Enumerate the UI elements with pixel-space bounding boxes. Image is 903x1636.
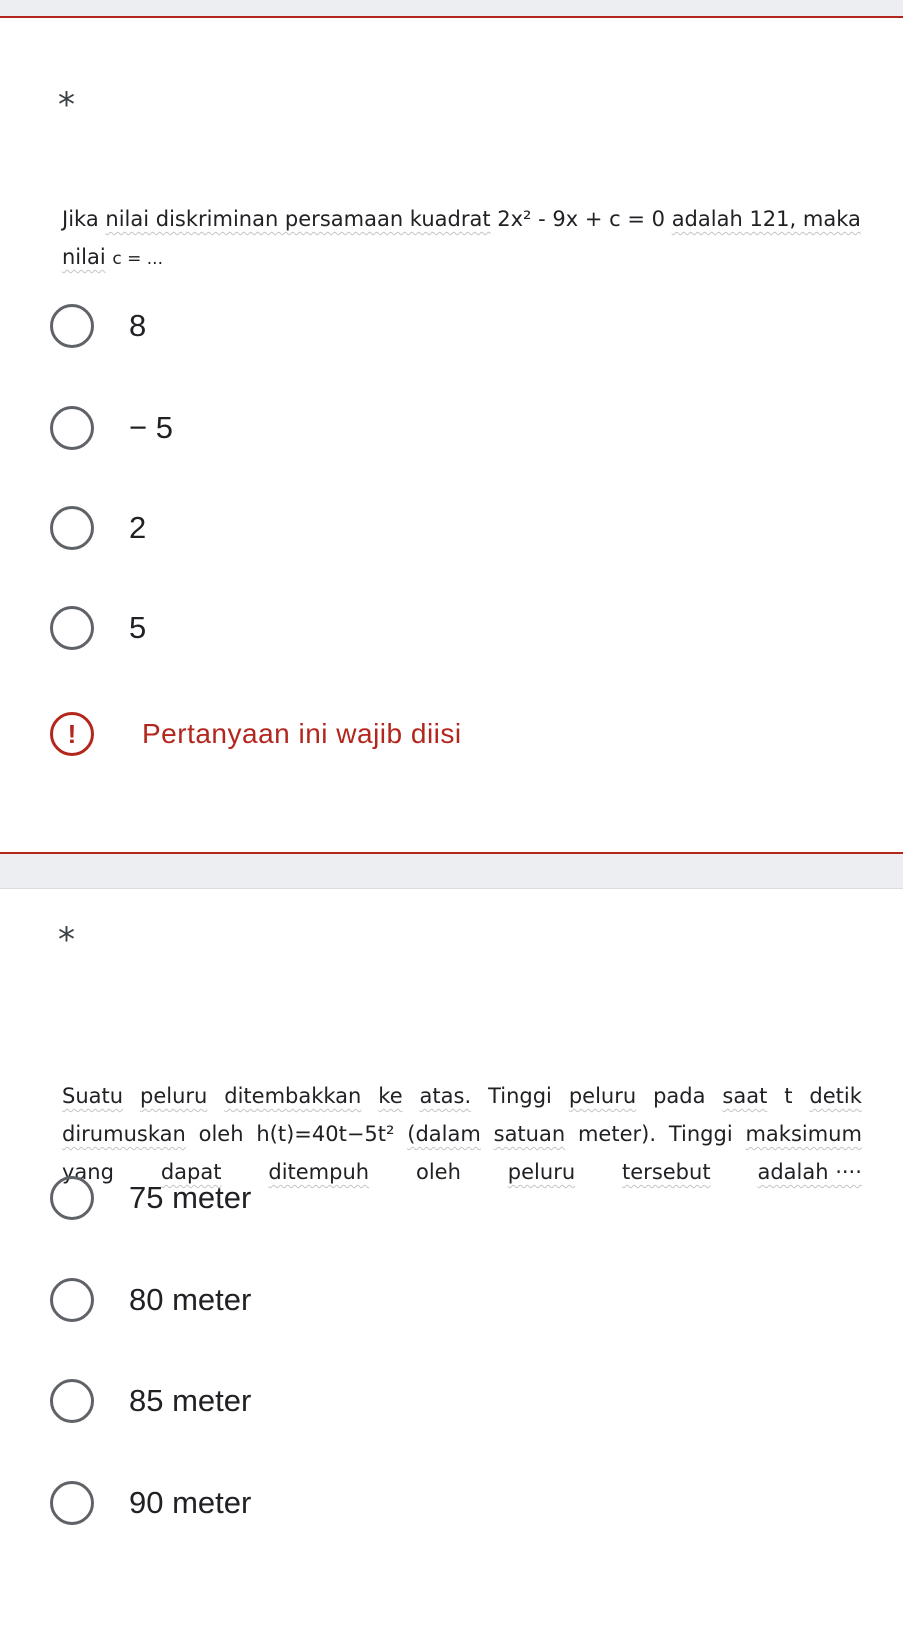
radio-button[interactable] [50, 304, 94, 348]
option-label: 85 meter [129, 1383, 252, 1418]
option-label: 5 [129, 610, 147, 645]
q2-word: saat [722, 1084, 768, 1108]
q2-word: t [784, 1084, 793, 1108]
error-message: Pertanyaan ini wajib diisi [142, 718, 462, 749]
q2-word: Tinggi [668, 1122, 733, 1146]
radio-button[interactable] [50, 1176, 94, 1220]
option-label: − 5 [129, 410, 173, 445]
q2-word: peluru [568, 1084, 637, 1108]
q2-line-2 [62, 1115, 862, 1153]
q2-word: pada [653, 1084, 706, 1108]
q2-word: Suatu [62, 1084, 124, 1108]
q2-word: oleh [415, 1160, 461, 1184]
radio-button[interactable] [50, 506, 94, 550]
option-label: 2 [129, 510, 147, 545]
q2-word: Tinggi [488, 1084, 552, 1108]
top-strip [0, 0, 903, 16]
q2-word: yang [62, 1160, 114, 1184]
q1-option-3[interactable] [50, 598, 146, 658]
required-asterisk: * [58, 85, 75, 125]
radio-button[interactable] [50, 406, 94, 450]
q2-option-1[interactable] [50, 1270, 251, 1330]
q2-word: peluru [507, 1160, 576, 1184]
radio-button[interactable] [50, 1278, 94, 1322]
option-label: 90 meter [129, 1485, 252, 1520]
q1-equation: 2x² - 9x + c = 0 [497, 207, 665, 231]
q2-word: adalah ···· [757, 1160, 862, 1184]
q2-word: ditempuh [268, 1160, 370, 1184]
q2-word: meter). [577, 1122, 657, 1146]
q2-option-3[interactable] [50, 1473, 251, 1533]
q2-word: maksimum [745, 1122, 862, 1146]
q2-word: dirumuskan [62, 1122, 186, 1146]
radio-button[interactable] [50, 1379, 94, 1423]
question-card-1 [0, 16, 903, 854]
q2-word: tersebut [622, 1160, 711, 1184]
option-label: 75 meter [129, 1180, 252, 1215]
question-1-text [62, 200, 882, 278]
q2-word: satuan [493, 1122, 566, 1146]
q1-option-2[interactable] [50, 498, 146, 558]
q1-phrase: nilai diskriminan persamaan kuadrat [105, 207, 491, 231]
q2-line-1 [62, 1077, 862, 1115]
q2-word: dapat [160, 1160, 222, 1184]
required-asterisk: * [58, 920, 75, 960]
q1-option-1[interactable] [50, 398, 173, 458]
q2-word: oleh [198, 1122, 244, 1146]
error-icon: ! [50, 712, 94, 756]
q1-option-0[interactable] [50, 296, 146, 356]
required-error [50, 712, 462, 756]
question-card-2 [0, 888, 903, 1636]
q2-formula: h(t)=40t−5t² [256, 1122, 395, 1146]
q1-word: Jika [62, 207, 99, 231]
q2-word: atas. [419, 1084, 472, 1108]
q2-option-2[interactable] [50, 1371, 251, 1431]
radio-button[interactable] [50, 1481, 94, 1525]
q1-word-nilai: nilai [62, 245, 106, 269]
q2-word: peluru [139, 1084, 208, 1108]
option-label: 8 [129, 308, 147, 343]
q1-phrase-2: adalah 121, maka [671, 207, 861, 231]
q2-word: (dalam [407, 1122, 481, 1146]
radio-button[interactable] [50, 606, 94, 650]
q2-word: ke [378, 1084, 403, 1108]
q2-word: detik [809, 1084, 862, 1108]
q2-word: ditembakkan [224, 1084, 362, 1108]
q2-option-0[interactable] [50, 1168, 251, 1228]
option-label: 80 meter [129, 1282, 252, 1317]
q1-c-expression: c = ... [112, 249, 163, 269]
